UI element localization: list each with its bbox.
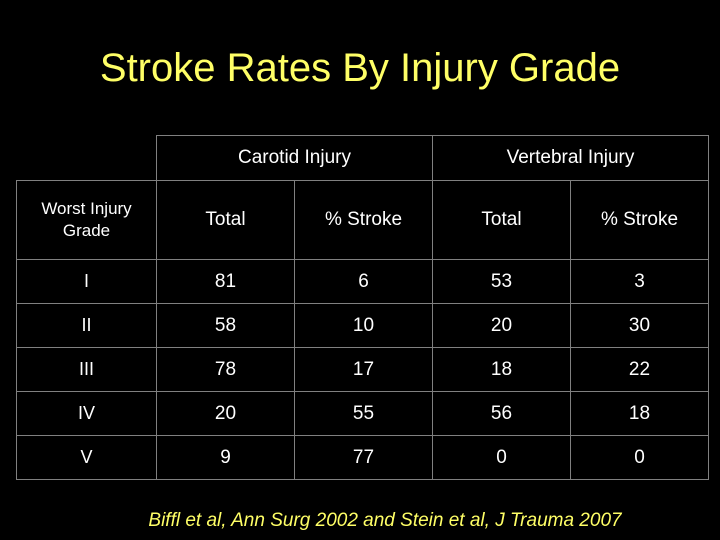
column-header-carotid-total: Total xyxy=(157,181,295,260)
group-header-vertebral: Vertebral Injury xyxy=(433,136,709,181)
grade-cell: III xyxy=(17,348,157,392)
group-header-carotid: Carotid Injury xyxy=(157,136,433,181)
vertebral-stroke-cell: 0 xyxy=(571,436,709,480)
table-row xyxy=(17,304,709,348)
grade-cell: V xyxy=(17,436,157,480)
carotid-total-cell: 58 xyxy=(157,304,295,348)
table-row xyxy=(17,392,709,436)
column-header-row xyxy=(17,181,709,260)
vertebral-total-cell: 56 xyxy=(433,392,571,436)
column-header-carotid-stroke: % Stroke xyxy=(295,181,433,260)
table-row xyxy=(17,348,709,392)
table-row xyxy=(17,436,709,480)
grade-cell: I xyxy=(17,260,157,304)
vertebral-total-cell: 53 xyxy=(433,260,571,304)
grade-cell: IV xyxy=(17,392,157,436)
vertebral-total-cell: 20 xyxy=(433,304,571,348)
table-row xyxy=(17,260,709,304)
stroke-rates-table xyxy=(16,135,709,480)
carotid-total-cell: 9 xyxy=(157,436,295,480)
vertebral-total-cell: 0 xyxy=(433,436,571,480)
carotid-stroke-cell: 55 xyxy=(295,392,433,436)
column-header-worst-injury-grade: Worst Injury Grade xyxy=(17,181,157,260)
empty-corner-cell xyxy=(17,136,157,181)
carotid-stroke-cell: 77 xyxy=(295,436,433,480)
carotid-total-cell: 78 xyxy=(157,348,295,392)
group-header-row xyxy=(17,136,709,181)
column-header-vertebral-total: Total xyxy=(433,181,571,260)
carotid-stroke-cell: 17 xyxy=(295,348,433,392)
vertebral-stroke-cell: 22 xyxy=(571,348,709,392)
vertebral-stroke-cell: 3 xyxy=(571,260,709,304)
carotid-stroke-cell: 6 xyxy=(295,260,433,304)
vertebral-stroke-cell: 18 xyxy=(571,392,709,436)
vertebral-stroke-cell: 30 xyxy=(571,304,709,348)
carotid-total-cell: 81 xyxy=(157,260,295,304)
citation: Biffl et al, Ann Surg 2002 and Stein et al, J Trauma 2007 xyxy=(148,510,622,531)
slide-title: Stroke Rates By Injury Grade xyxy=(99,46,621,90)
column-header-vertebral-stroke: % Stroke xyxy=(571,181,709,260)
grade-cell: II xyxy=(17,304,157,348)
vertebral-total-cell: 18 xyxy=(433,348,571,392)
carotid-stroke-cell: 10 xyxy=(295,304,433,348)
carotid-total-cell: 20 xyxy=(157,392,295,436)
